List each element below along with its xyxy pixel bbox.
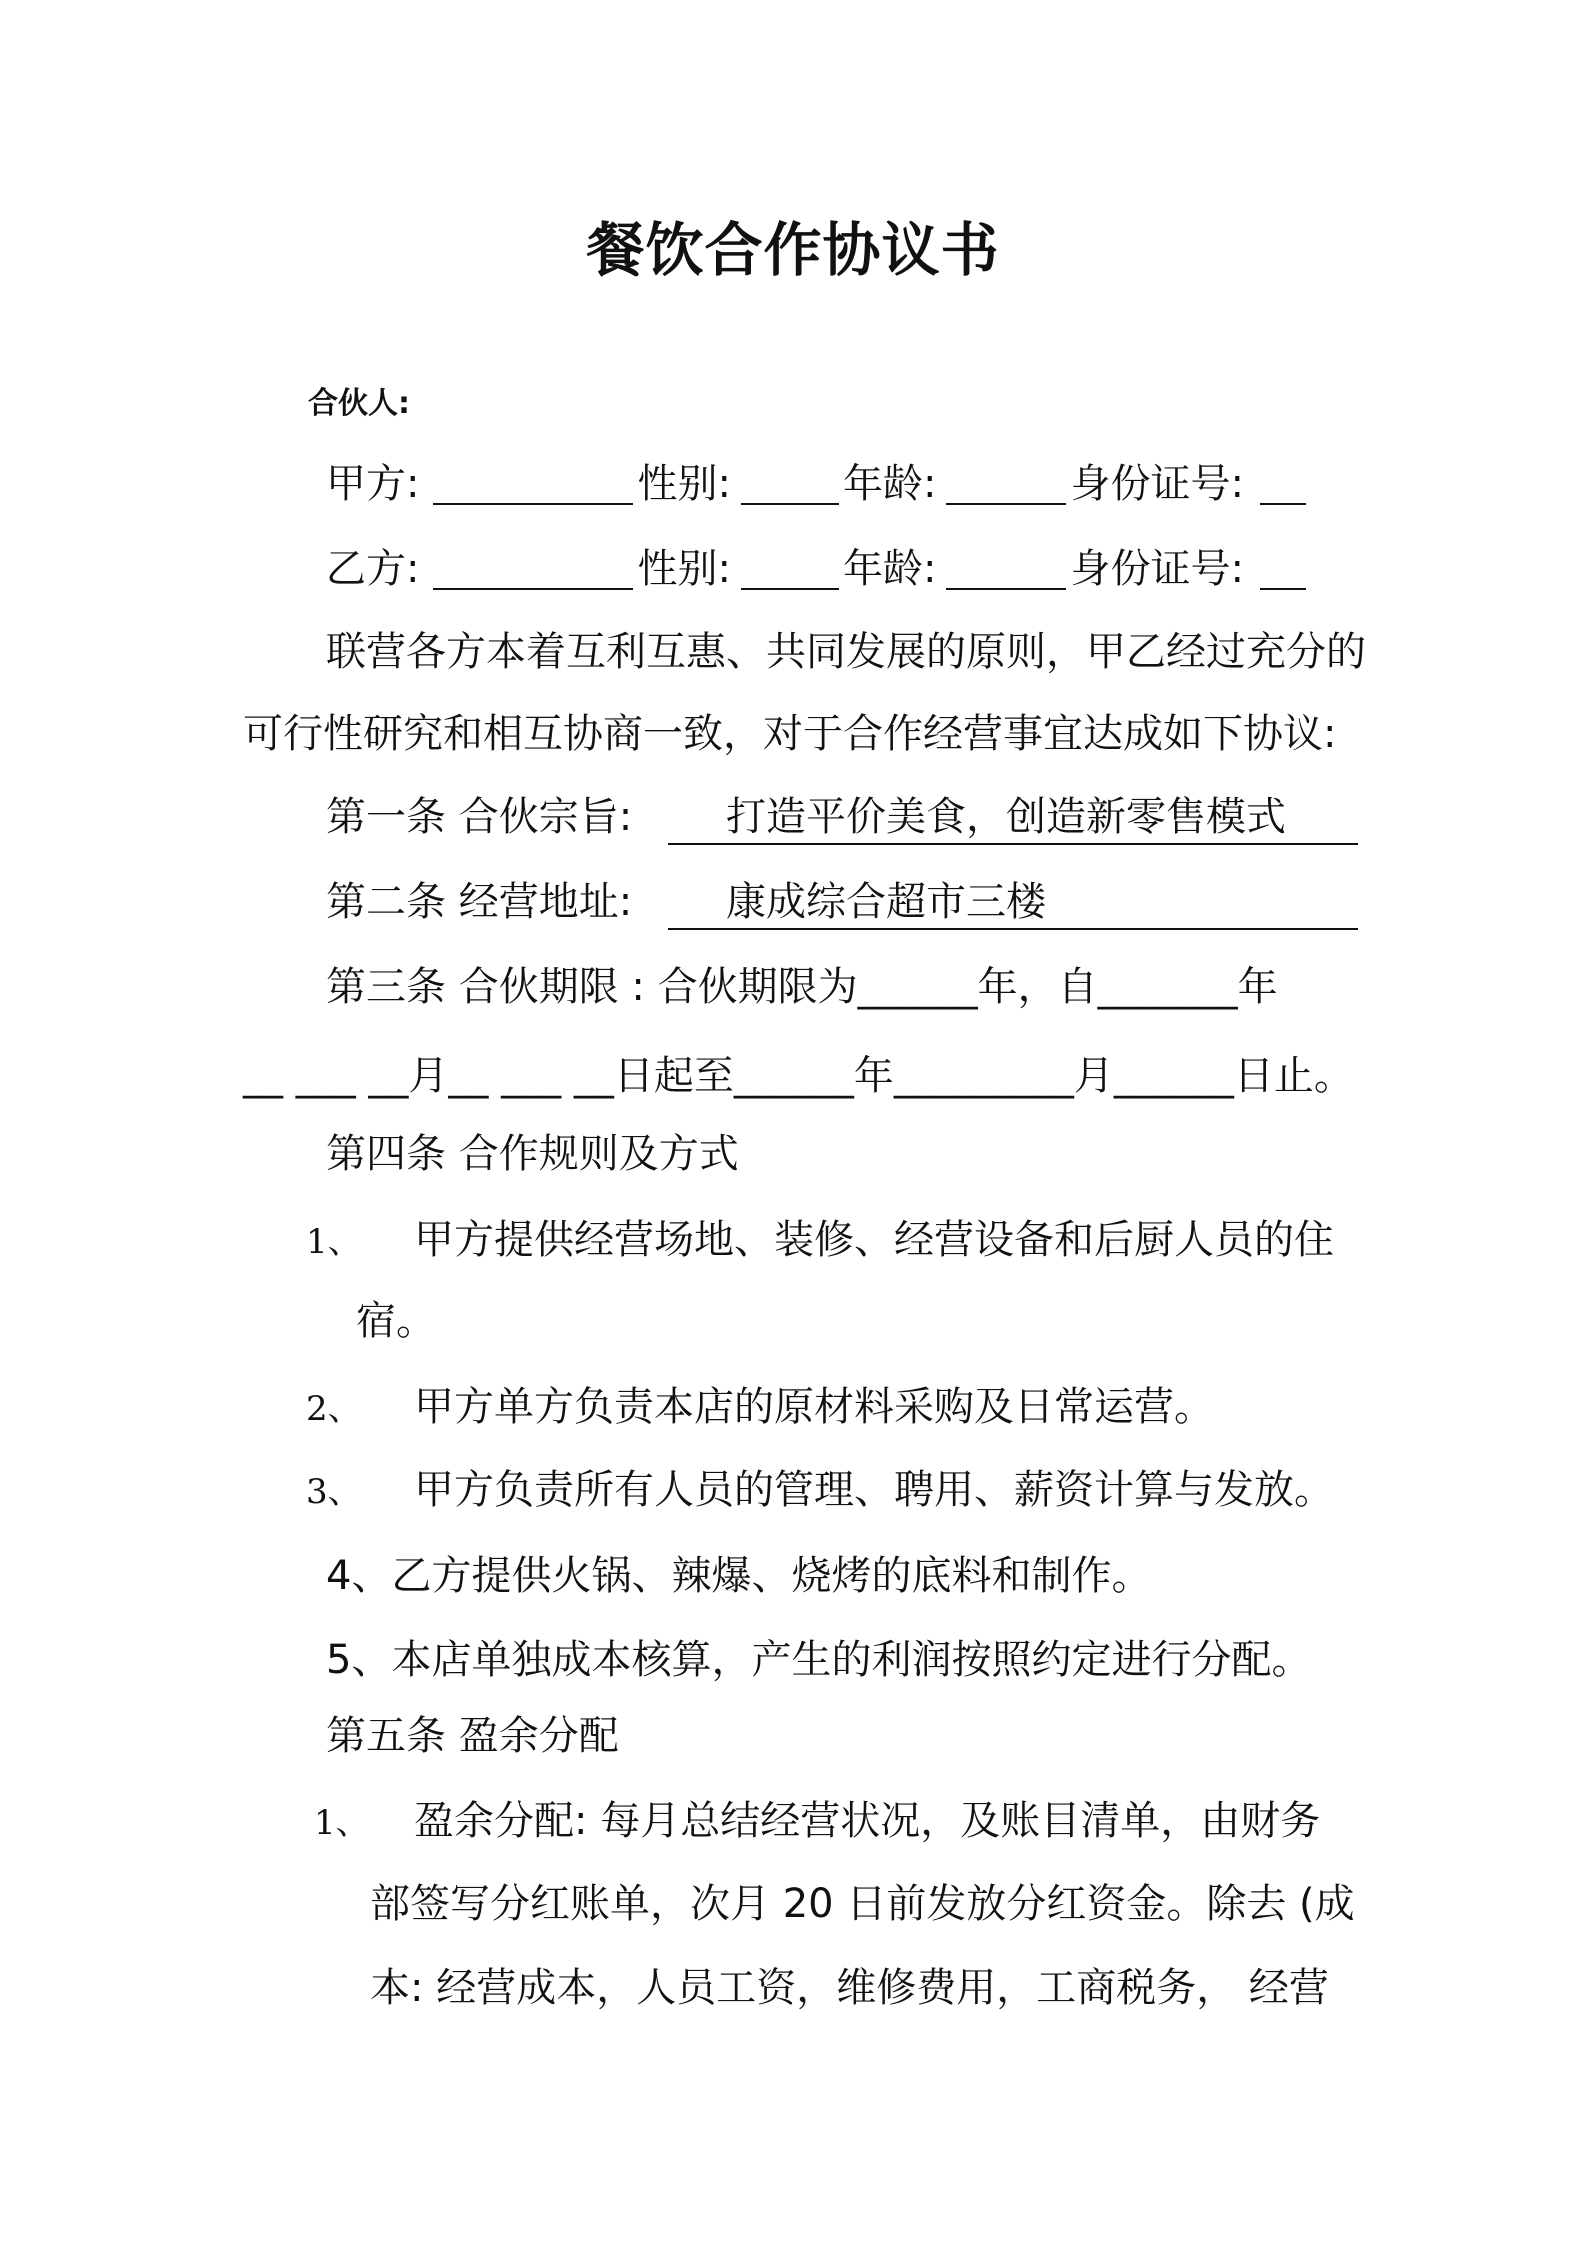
- article-4-item-2: [306, 1383, 1214, 1433]
- article-4-item-2-number: 2、: [306, 1389, 362, 1429]
- article-1-value: 打造平价美食，创造新零售模式: [668, 793, 1358, 845]
- partners-label: 合伙人:: [308, 386, 410, 421]
- article-5-label: 第五条 盈余分配: [326, 1713, 619, 1759]
- article-4-item-1: [306, 1216, 1334, 1266]
- party-a-gender-label: 性别:: [637, 461, 731, 507]
- party-b-id-blank[interactable]: [1260, 548, 1306, 590]
- party-a-age-blank[interactable]: [946, 463, 1066, 505]
- article-4-item-1-number: 1、: [306, 1222, 362, 1262]
- party-b-gender-label: 性别:: [637, 546, 731, 592]
- article-1-label: 第一条 合伙宗旨:: [326, 794, 633, 840]
- article-4-item-2-text: 甲方单方负责本店的原材料采购及日常运营。: [414, 1384, 1214, 1430]
- article-4-item-4: 4、乙方提供火锅、辣爆、烧烤的底料和制作。: [326, 1553, 1152, 1599]
- article-2-value: 康成综合超市三楼: [668, 878, 1358, 930]
- intro-line-1: 联营各方本着互利互惠、共同发展的原则，甲乙经过充分的: [326, 629, 1366, 675]
- article-4-item-1-text: 甲方提供经营场地、装修、经营设备和后厨人员的住: [414, 1217, 1334, 1263]
- party-a-gender-blank[interactable]: [741, 463, 839, 505]
- party-b-id-label: 身份证号:: [1070, 546, 1244, 592]
- article-4-item-3-text: 甲方负责所有人员的管理、聘用、薪资计算与发放。: [414, 1467, 1334, 1513]
- article-5-item-1-line-3: 本: 经营成本，人员工资，维修费用，工商税务， 经营: [370, 1965, 1329, 2011]
- article-4-item-1-continued: 宿。: [356, 1298, 436, 1344]
- intro-line-2: 可行性研究和相互协商一致，对于合作经营事宜达成如下协议:: [243, 711, 1337, 757]
- party-a-id-label: 身份证号:: [1070, 461, 1244, 507]
- article-3-line-2: __ ___ __月__ ___ __日起至______年_________月______日止。: [243, 1053, 1354, 1099]
- article-5-item-1-line-1: 盈余分配: 每月总结经营状况，及账目清单，由财务: [414, 1798, 1321, 1844]
- article-4-label: 第四条 合作规则及方式: [326, 1131, 739, 1177]
- party-a-id-blank[interactable]: [1260, 463, 1306, 505]
- document-title: 餐饮合作协议书: [586, 216, 1000, 284]
- article-3-line-1: 第三条 合伙期限 : 合伙期限为______年，自_______年: [326, 964, 1278, 1010]
- article-5-item-1: [314, 1797, 1320, 1847]
- party-a-name-blank[interactable]: [433, 463, 633, 505]
- article-2-label: 第二条 经营地址:: [326, 879, 633, 925]
- party-b-age-blank[interactable]: [946, 548, 1066, 590]
- party-a-age-label: 年龄:: [842, 461, 937, 507]
- article-5-item-1-line-2: 部签写分红账单，次月 20 日前发放分红资金。除去 (成: [370, 1881, 1355, 1927]
- party-a-label: 甲方:: [326, 461, 420, 507]
- article-4-item-3: [306, 1466, 1334, 1516]
- party-b-gender-blank[interactable]: [741, 548, 839, 590]
- article-4-item-3-number: 3、: [306, 1472, 362, 1512]
- party-a-row: [326, 460, 1306, 508]
- article-4-item-5: 5、本店单独成本核算，产生的利润按照约定进行分配。: [326, 1637, 1312, 1683]
- party-b-row: [326, 545, 1306, 593]
- article-5-item-1-number: 1、: [314, 1803, 370, 1843]
- party-b-age-label: 年龄:: [842, 546, 937, 592]
- party-b-name-blank[interactable]: [433, 548, 633, 590]
- party-b-label: 乙方:: [326, 546, 420, 592]
